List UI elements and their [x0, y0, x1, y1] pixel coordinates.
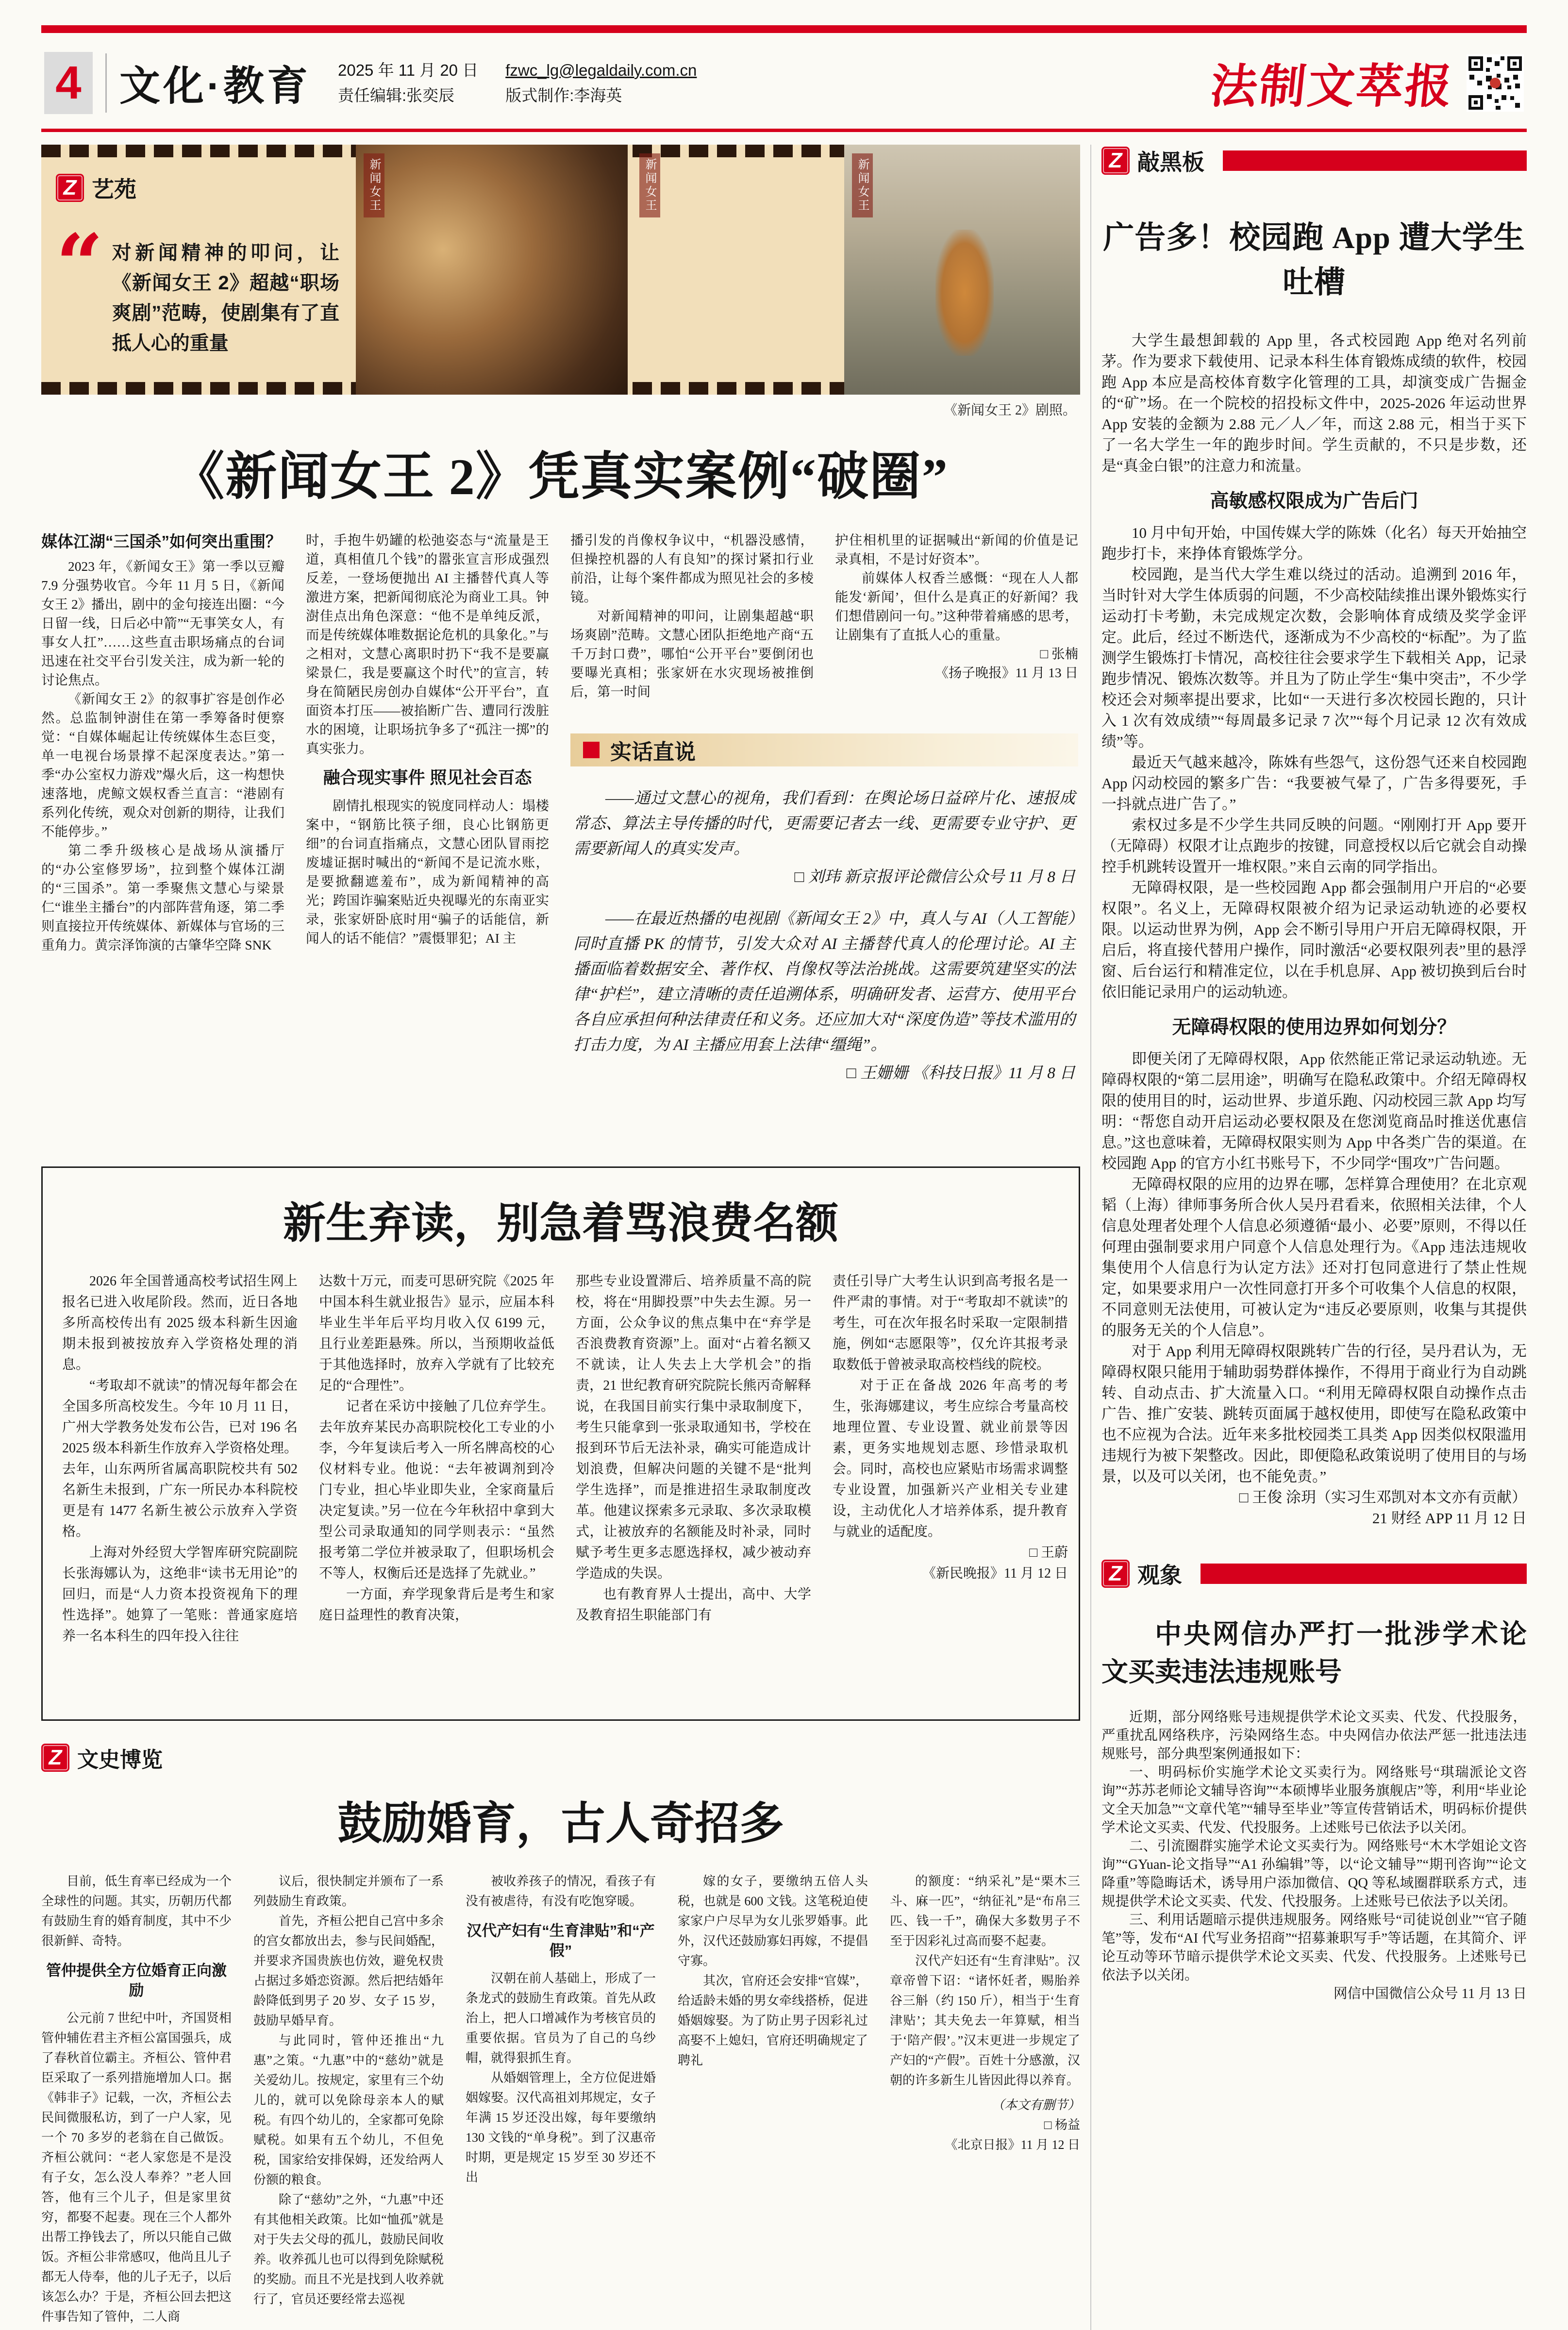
z-logo-icon: Z — [1101, 1560, 1130, 1588]
article-column — [319, 1271, 554, 1708]
byline-author: □ 杨益 — [1044, 2118, 1080, 2132]
byline-source: 《北京日报》11 月 12 日 — [945, 2138, 1080, 2152]
shihua-header — [570, 733, 1078, 766]
article-paragraph: 记者在采访中接触了几位弃学生。去年放弃某民办高职院校化工专业的小李，今年复读后考入一所名牌高校的心仪材料专业。他说：“去年被调剂到冷门专业，担心毕业即失业，全家商量后决定复读。”另一位在今年秋招中拿到大型公司录取通知的同学则表示：“虽然报考第二学位并被录取了，但职场机会不等人，权衡后还是选择了先就业。” — [319, 1399, 554, 1581]
photo-watermark: 新闻女王 — [639, 153, 660, 217]
masthead-brand — [1208, 50, 1524, 116]
article-column — [466, 1871, 656, 2330]
photo-watermark: 新闻女王 — [852, 153, 873, 217]
section-label-text: 文史博览 — [77, 1748, 163, 1772]
pull-quote: 对新闻精神的叩问，让《新闻女王 2》超越“职场爽剧”范畴，使剧集有了直抵人心的重量 — [112, 242, 339, 354]
article-paragraph: 汉朝在前人基础上，形成了一条龙式的鼓励生育政策。首先从政治上，把人口增减作为考核官员的重要依据。官员为了自己的乌纱帽，就得狠抓生育。 — [466, 1971, 656, 2065]
article-paragraph: 对新闻精神的叩问，让剧集超越“职场爽剧”范畴。文慧心团队拒绝地产商“五千万封口费”，哪怕“公开平台”要倒闭也要曝光真相；张家妍在水灾现场被推倒后，第一时间 — [570, 608, 814, 699]
article-paragraph: 无障碍权限的应用的边界在哪，怎样算合理使用？在北京观韬（上海）律师事务所合伙人吴丹君看来，依照相关法律，个人信息处理者处理个人信息必须遵循“最小、必要”原则，不得以任何理由强制要求用户同意个人信息处理行为。《App 违法违规收集使用个人信息行为认定方法》还对打包同意进行了禁止性规定，如果要求用户一次性同意打开多个可收集个人信息的权限，不同意则无法使用，可被认定为“违反必要原则，收集与其提供的服务无关的个人信息”。 — [1101, 1176, 1527, 1339]
guanxiang-body — [1101, 1708, 1527, 2003]
article-paragraph: 责任引导广大考生认识到高考报名是一件严肃的事情。对于“考取却不就读”的考生，可在次年报名时采取一定限制措施，例如“志愿限等”，仅允许其报考录取数低于曾被录取高校档线的院校。 — [833, 1274, 1068, 1372]
quote-byline: □ 王姗姗 《科技日报》11 月 8 日 — [846, 1065, 1075, 1082]
article-paragraph: 的额度：“纳采礼”是“栗木三斗、麻一匹”，“纳征礼”是“布帛三匹、钱一千”，确保大多数男子不至于因彩礼过高而娶不起妻。 — [890, 1874, 1080, 1948]
article-paragraph: 除了“慈幼”之外，“九惠”中还有其他相关政策。比如“恤孤”就是对于失去父母的孤儿，鼓励民间收养。收养孤儿也可以得到免除赋税的奖励。而且不光是找到人收养就行了，官员还要经常去巡视 — [253, 2193, 444, 2306]
article-paragraph: 汉代产妇还有“生育津贴”。汉章帝曾下诏：“诸怀妊者，赐胎养谷三斛（约 150 斤），相当于‘生育津贴’；其夫免去一年算赋，相当于‘陪产假’。”汉末更进一步规定了产妇的“产假”。百姓十分感激，汉朝的许多新生儿皆因此得以养育。 — [890, 1954, 1080, 2087]
article-subhead: 管仲提供全方位婚育正向激励 — [46, 1962, 227, 1999]
drama-still-photo — [632, 145, 840, 395]
byline-source: 《新民晚报》11 月 12 日 — [922, 1566, 1068, 1581]
header-info-right — [505, 58, 697, 108]
qiaoheiban-section — [1101, 145, 1527, 1529]
quote-paragraph: ——在最近热播的电视剧《新闻女王 2》中，真人与 AI（人工智能）同时直播 PK 的情节，引发大众对 AI 主播替代真人的伦理讨论。AI 主播面临着数据安全、著作权、肖像权等法治挑战。这需要筑建坚实的法律“护栏”，建立清晰的责任追溯体系，明确研发者、运营方、使用平台各自应承担何种法律责任和义务。还应加大对“深度伪造”等技术滥用的打击力度，为 AI 主播应用套上法律“缰绳”。 — [573, 910, 1075, 1054]
article-column — [570, 531, 814, 717]
byline-source: 网信中国微信公众号 11 月 13 日 — [1334, 1986, 1527, 2001]
z-logo-icon: Z — [41, 1744, 69, 1772]
boxed-article-headline: 新生弃读，别急着骂浪费名额 — [283, 1200, 838, 1248]
qiaoheiban-body — [1101, 330, 1527, 1529]
article-paragraph: 那些专业设置滞后、培养质量不高的院校，将在“用脚投票”中失去生源。另一方面，公众争议的焦点集中在“弃学是否浪费教育资源”上。面对“占着名额又不就读，让人失去上大学机会”的指责，21 世纪教育研究院院长熊丙奇解释说，在我国目前实行集中录取制度下，考生只能拿到一张录取通知书，学校在报到环节后无法补录，确实可能造成计划浪费，但解决问题的关键不是“批判学生选择”，而是推进招生录取制度改革。他建议探索多元录取、多次录取模式，让被放弃的名额能及时补录，同时赋予考生更多志愿选择权，减少被动弃学造成的失误。 — [576, 1274, 811, 1581]
article-paragraph: 《新闻女王 2》的叙事扩容是创作必然。总监制钟澍佳在第一季筹备时便察觉：“自媒体崛起让传统媒体生态巨变，单一电视台场景撑不起深度表达。”第一季“办公室权力游戏”爆火后，这一构想快速落地，虎鲸文娱权香兰直言：“港剧有系列化传统，观众对创新的期待，让我们不能停步。” — [41, 691, 284, 839]
page-header — [41, 33, 1527, 129]
drama-still-photo — [844, 145, 1080, 395]
byline-author: □ 张楠 — [1040, 646, 1078, 661]
header-info-left — [338, 58, 478, 108]
top-red-bar — [41, 25, 1527, 33]
article-column — [835, 531, 1078, 717]
photo-caption: 《新闻女王 2》剧照。 — [943, 403, 1076, 418]
quote-mark-icon: “ — [56, 216, 103, 313]
red-bar-decoration — [1201, 1564, 1527, 1584]
article-paragraph: 从婚姻管理上，全方位促进婚姻嫁娶。汉代高祖刘邦规定，女子年满 15 岁还没出嫁，每年要缴纳 130 文钱的“单身税”。到了汉惠帝时期，更是规定 15 岁至 30 岁还不出 — [466, 2071, 656, 2184]
wenshi-section — [41, 1742, 1080, 2330]
section-label-guanxiang — [1101, 1558, 1527, 1590]
guanxiang-section — [1101, 1558, 1527, 2003]
article-column-pair — [570, 531, 1078, 1147]
article-paragraph: 三、利用话题暗示提供违规服务。网络账号“司徒说创业”“官子随笔”等，发布“AI 代写业务招商”“招募兼职写手”等话题，在其简介、评论互动等环节暗示提供学术论文买卖、代发、代投服务。上述账号已依法予以关闭。 — [1101, 1913, 1527, 1983]
guanxiang-headline: 中央网信办严打一批涉学术论文买卖违法违规账号 — [1101, 1619, 1527, 1687]
article-paragraph: 第二季升级核心是战场从演播厅的“办公室修罗场”，拉到整个媒体江湖的“三国杀”。第一季聚焦文慧心与梁景仁“谁坐主播台”的内部阵营角逐，第二季则直接拉开传统媒体、新媒体与官场的三重角力。黄宗泽饰演的古肇华空降 SNK — [41, 843, 284, 952]
red-bar-decoration — [1223, 150, 1527, 171]
z-logo-icon: Z — [1101, 147, 1130, 175]
editor-note: （本文有删节） — [991, 2098, 1080, 2112]
article-paragraph: 对于 App 利用无障碍权限跳转广告的行径，吴丹君认为，无障碍权限只能用于辅助弱势群体操作，不得用于商业行为自动跳转、自动点击、扩大流量入口。“利用无障碍权限自动操作点击广告、推广安装、跳转页面属于越权使用，即使写在隐私政策中也不应视为合法。近年来多批校园类工具类 App 因类似权限滥用违规行为被下架整改。因此，即便隐私政策说明了使用目的与场景，以及可以关闭，也不能免责。” — [1101, 1343, 1527, 1485]
article-paragraph: 达数十万元，而麦可思研究院《2025 年中国本科生就业报告》显示，应届本科毕业生半年后平均月收入仅 6199 元，且行业差距悬殊。所以，当预期收益低于其他选择时，放弃入学就有了比较充足的“合理性”。 — [319, 1274, 554, 1393]
article-paragraph: 与此同时，管仲还推出“九惠”之策。“九惠”中的“慈幼”就是关爱幼儿。按规定，家里有三个幼儿的，就可以免除母亲本人的赋税。有四个幼儿的，全家都可免除赋税。如果有五个幼儿，不但免税，国家给安排保姆，还发给两人份额的粮食。 — [253, 2033, 444, 2187]
article-paragraph: 索权过多是不少学生共同反映的问题。“刚刚打开 App 要开（无障碍）权限才让点跑步的按键，同意授权以后它就会自动操控手机跳转设置开一堆权限。”来自云南的同学指出。 — [1101, 816, 1527, 875]
byline-author: □ 王俊 涂玥（实习生邓凯对本文亦有贡献） — [1239, 1489, 1527, 1506]
article-paragraph: 剧情扎根现实的锐度同样动人：塌楼案中，“钢筋比筷子细，良心比钢筋更细”的台词直指痛点，文慧心团队冒雨挖废墟证据时喊出的“新闻不是记流水账，是要掀翻遮羞布”，成为新闻精神的高光；跨国诈骗案贴近央视曝光的东南亚实录，张家妍卧底时用“骗子的话能信，新闻人的话不能信？”震慑罪犯；AI 主 — [306, 798, 549, 946]
wenshi-headline: 鼓励婚育，古人奇招多 — [337, 1799, 784, 1848]
section-label-text: 敲黑板 — [1137, 150, 1204, 175]
boxed-article — [41, 1166, 1080, 1721]
photo-watermark: 新闻女王 — [364, 153, 384, 217]
yiyuan-intro — [41, 145, 356, 395]
article-paragraph: 时，手抱牛奶罐的松弛姿态与“流量是王道，真相值几个钱”的嚣张宣言形成强烈反差，一登场便抛出 AI 主播替代真人等激进方案，把新闻彻底沦为商业工具。钟澍佳点出角色深意：“他不是单纯反派，而是传统媒体唯数据论危机的具象化。”与之相对，文慧心离职时扔下“我不是要赢梁景仁，我是要赢这个时代”的宣言，转身在简陋民房创办自媒体“公开平台”，直面资本打压——被掐断广告、遭同行泼脏水的困境，让职场抗争多了“孤注一掷”的真实张力。 — [306, 533, 549, 756]
article-column — [678, 1871, 868, 2330]
article-column — [62, 1271, 298, 1708]
column-divider — [1090, 145, 1091, 2330]
section-label-text: 艺苑 — [92, 177, 136, 202]
yiyuan-banner — [41, 145, 1080, 395]
shihua-quotes — [570, 766, 1078, 1086]
article-subhead: 高敏感权限成为广告后门 — [1210, 491, 1418, 512]
article-paragraph: 一、明码标价实施学术论文买卖行为。网络账号“琪瑞派论文咨询”“苏苏老师论文辅导咨询”“本硕博毕业服务旗舰店”等，利用“毕业论文全天加急”“文章代笔”“辅导至毕业”等宣传营销话术，明码标价提供学术论文买卖、代发、代投服务。上述账号已依法予以关闭。 — [1101, 1765, 1527, 1835]
section-label-text: 观象 — [1137, 1563, 1182, 1588]
qiaoheiban-headline: 广告多！校园跑 App 遭大学生吐槽 — [1103, 220, 1525, 300]
article-column — [253, 1871, 444, 2330]
article-paragraph: 2023 年，《新闻女王》第一季以豆瓣 7.9 分强势收官。今年 11 月 5 日，《新闻女王 2》播出，剧中的金句接连出圈：“今日留一线，日后必中箭”“无事笑女人，有事女人扛”……这些直击职场痛点的台词迅速在社交平台引发关注，成为新一轮的讨论焦点。 — [41, 559, 284, 687]
shihua-title: 实话直说 — [610, 740, 696, 764]
article-column — [306, 531, 549, 1147]
article-paragraph: 议后，很快制定并颁布了一系列鼓励生育政策。 — [253, 1874, 444, 1908]
quote-byline: □ 刘玮 新京报评论微信公众号 11 月 8 日 — [794, 868, 1075, 886]
byline-source: 《扬子晚报》11 月 13 日 — [935, 665, 1078, 680]
article-paragraph: 嫁的女子，要缴纳五倍人头税，也就是 600 文钱。这笔税迫使家家户户尽早为女儿张罗婚事。此外，汉代还鼓励寡妇再嫁，不提倡守寡。 — [678, 1874, 868, 1968]
article-paragraph: 被收养孩子的情况，看孩子有没有被虐待，有没有吃饱穿暖。 — [466, 1874, 656, 1908]
main-headline: 《新闻女王 2》凭真实案例“破圈” — [173, 449, 949, 505]
page-number: 4 — [44, 52, 93, 114]
layout-credit: 版式制作:李海英 — [505, 86, 622, 104]
article-column — [833, 1271, 1068, 1708]
article-subhead: 汉代产妇有“生育津贴”和“产假” — [467, 1922, 655, 1959]
article-paragraph: 校园跑，是当代大学生难以绕过的活动。追溯到 2016 年，当时针对大学生体质弱的问题，不少高校陆续推出课外锻炼实行运动打卡考勤，未完成规定次数，会影响体育成绩及奖学金评定。此后，经过不断迭代，逐渐成为不少高校的“标配”。为了监测学生锻炼打卡情况，高校往往会要求学生下载相关 App，记录跑步情况、锻炼次数等。并且为了防止学生“集中突击”，不少学校还会对频率提出要求，比如“一天进行多次校园长跑的，只计入 1 次有效成绩”“每周最多记录 7 次”“每个月记录 12 次有效成绩”等。 — [1101, 566, 1527, 750]
article-paragraph: 对于正在备战 2026 年高考的考生，张海娜建议，考生应综合考量高校地理位置、专业设置、就业前景等因素，更务实地规划志愿、珍惜录取机会。同时，高校也应紧贴市场需求调整专业设置，加强新兴产业相关专业建设，主动优化人才培养体系，提升教育与就业的适配度。 — [833, 1378, 1068, 1539]
article-paragraph: 无障碍权限，是一些校园跑 App 都会强制用户开启的“必要权限”。名义上，无障碍权限被介绍为记录运动轨迹的必要权限。以运动世界为例，App 会不断引导用户开启无障碍权限，开启后，将直接代替用户操作，同时激活“必要权限列表”里的悬浮窗、后台运行和精准定位，以在手机息屏、App 被切换到后台时依旧能记录用户的运动轨迹。 — [1101, 879, 1527, 1000]
quote-paragraph: ——通过文慧心的视角，我们看到：在舆论场日益碎片化、速报成常态、算法主导传播的时代，更需要记者去一线、更需要专业守护、更需要新闻人的真实发声。 — [573, 790, 1075, 858]
byline-source: 21 财经 APP 11 月 12 日 — [1372, 1510, 1527, 1527]
article-paragraph: 其次，官府还会安排“官媒”，给适龄未婚的男女牵线搭桥，促进婚姻嫁娶。为了防止男子因彩礼过高娶不上媳妇，官府还明确规定了聘礼 — [678, 1974, 868, 2067]
main-article — [41, 531, 1080, 1147]
article-paragraph: 公元前 7 世纪中叶，齐国贤相管仲辅佐君主齐桓公富国强兵，成了春秋首位霸主。齐桓公、管仲君臣采取了一系列措施增加人口。据《韩非子》记载，一次，齐桓公去民间微服私访，到了一户人家，见一个 70 多岁的老翁在自己做饭。齐桓公就问：“老人家您是不是没有子女，怎么没人奉养？”老人回答，他有三个儿子，但是家里贫穷，都娶不起妻。现在三个人都外出帮工挣钱去了，所以只能自己做饭。齐桓公非常感叹，他尚且儿子都无人侍奉，他的儿子无子，以后该怎么办？于是，齐桓公回去把这件事告知了管仲，二人商 — [41, 2011, 232, 2324]
newspaper-masthead: 法制文萃报 — [1208, 59, 1457, 114]
red-square-icon — [583, 742, 600, 758]
article-paragraph: 近期，部分网络账号违规提供学术论文买卖、代发、代投服务，严重扰乱网络秩序，污染网络生态。中央网信办依法严惩一批违法违规账号，部分典型案例通报如下： — [1101, 1710, 1527, 1762]
article-paragraph: 一方面，弃学现象背后是考生和家庭日益理性的教育决策， — [319, 1587, 554, 1623]
article-paragraph: 目前，低生育率已经成为一个全球性的问题。其实，历朝历代都有鼓励生育的婚育制度，其中不少很新鲜、奇特。 — [41, 1874, 232, 1948]
article-paragraph: 最近天气越来越冷，陈姝有些怨气，这份怨气还来自校园跑 App 闪动校园的繁多广告：“我要被气晕了，广告多得要死，手一抖就点进广告了。” — [1101, 754, 1527, 813]
section-title: 文化·教育 — [119, 63, 311, 109]
article-column — [890, 1871, 1080, 2330]
drama-photos — [356, 145, 1080, 395]
qr-code — [1467, 54, 1524, 112]
article-subhead: 融合现实事件 照见社会百态 — [323, 768, 532, 787]
section-label-wenshi — [41, 1742, 1080, 1773]
article-paragraph: 护住相机里的证据喊出“新闻的价值是记录真相，不是讨好资本”。 — [835, 533, 1078, 566]
article-paragraph: 也有教育界人士提出，高中、大学及教育招生职能部门有 — [576, 1587, 811, 1623]
article-paragraph: 大学生最想卸载的 App 里，各式校园跑 App 绝对名列前茅。作为要求下载使用、记录本科生体育锻炼成绩的软件，校园跑 App 本应是高校体育数字化管理的工具，却演变成广告掘金的“矿”场。在一个院校的招投标文件中，2025-2026 年运动世界 App 安装的金额为 2.88 元／人／年，而这 2.88 元，相当于买下了一名大学生一年的跑步时间。学生贡献的，不只是步数，还是“真金白银”的注意力和流量。 — [1101, 332, 1527, 474]
article-paragraph: 播引发的肖像权争议中，“机器没感情，但操控机器的人有良知”的探讨紧扣行业前沿，让每个案件都成为照见社会的多棱镜。 — [570, 533, 814, 604]
article-column — [41, 531, 284, 1147]
article-paragraph: “考取却不就读”的情况每年都会在全国多所高校发生。今年 10 月 11 日，广州大学教务处发布公告，已对 196 名 2025 级本科新生作放弃入学资格处理。去年，山东两所省属高职院校共有 502 名新生未报到，广东一所民办本科院校更是有 1477 名新生被公示放弃入学资格。 — [62, 1378, 298, 1539]
article-lead-question: 媒体江湖“三国杀”如何突出重围？ — [41, 533, 282, 550]
article-paragraph: 2026 年全国普通高校考试招生网上报名已进入收尾阶段。然而，近日各地多所高校传出有 2025 级本科新生因逾期未报到被按放弃入学资格处理的消息。 — [62, 1274, 298, 1372]
section-label-qiaoheiban — [1101, 145, 1527, 177]
header-divider — [105, 53, 107, 113]
issue-date: 2025 年 11 月 20 日 — [337, 61, 479, 79]
article-column — [576, 1271, 811, 1708]
article-subhead: 无障碍权限的使用边界如何划分？ — [1172, 1017, 1456, 1038]
section-label-yiyuan — [56, 172, 339, 204]
article-paragraph: 首先，齐桓公把自己宫中多余的宫女都放出去，参与民间婚配，并要求齐国贵族也仿效，避免权贵占据过多婚恋资源。然后把结婚年龄降低到男子 20 岁、女子 15 岁，鼓励早婚早育。 — [253, 1914, 444, 2028]
z-logo-icon: Z — [56, 174, 84, 202]
article-column — [41, 1871, 232, 2330]
article-paragraph: 前媒体人权香兰感慨：“现在人人都能发‘新闻’，但什么是真正的好新闻？我们想借剧问一句。”这种带着痛感的思考，让剧集有了直抵人心的重量。 — [835, 570, 1078, 642]
drama-still-photo — [356, 145, 628, 395]
header-red-rule — [41, 129, 1527, 132]
editor-credit: 责任编辑:张奕辰 — [337, 86, 455, 104]
shihua-section — [570, 733, 1078, 1086]
byline-author: □ 王蔚 — [1029, 1545, 1068, 1560]
article-paragraph: 10 月中旬开始，中国传媒大学的陈姝（化名）每天开始抽空跑步打卡，来挣体育锻炼学分。 — [1101, 524, 1527, 562]
article-paragraph: 上海对外经贸大学智库研究院副院长张海娜认为，这绝非“读书无用论”的回归，而是“人力资本投资视角下的理性选择”。她算了一笔账：普通家庭培养一名本科生的四年投入往往 — [62, 1545, 298, 1644]
contact-email[interactable]: fzwc_lg@legaldaily.com.cn — [505, 61, 697, 79]
article-paragraph: 二、引流圈群实施学术论文买卖行为。网络账号“木木学姐论文咨询”“GYuan-论文指导”“A1 孙编辑”等，以“论文辅导”“期刊咨询”“论文降重”等隐晦话术，诱导用户添加微信、QQ 等私域圈群联系方式，违规提供学术论文买卖、代发、代投服务。上述账号已依法予以关闭。 — [1101, 1839, 1527, 1909]
article-paragraph: 即便关闭了无障碍权限，App 依然能正常记录运动轨迹。无障碍权限的“第二层用途”，明确写在隐私政策中。介绍无障碍权限的使用目的时，运动世界、步道乐跑、闪动校园三款 App 均写明：“帮您自动开启运动必要权限及在您浏览商品时推送优惠信息。”这也意味着，无障碍权限实则为 App 中各类广告的渠道。在校园跑 App 的官方小红书账号下，不少同学“围攻”广告问题。 — [1101, 1050, 1527, 1172]
